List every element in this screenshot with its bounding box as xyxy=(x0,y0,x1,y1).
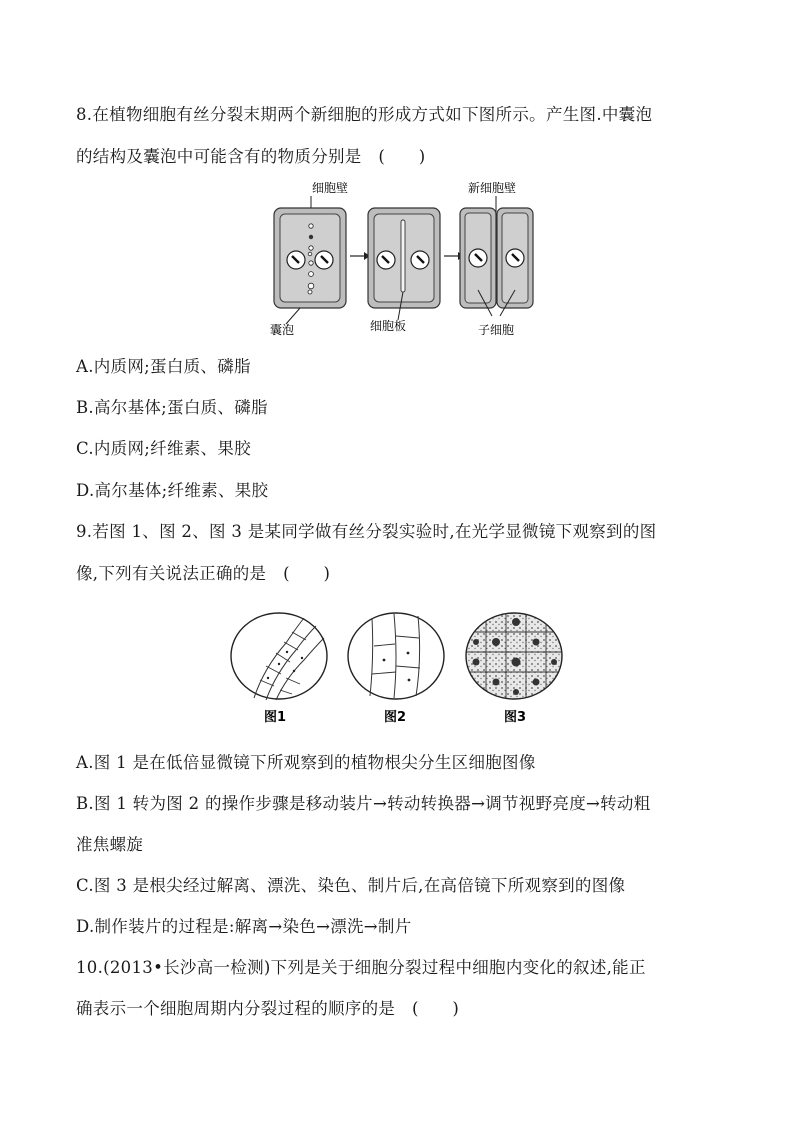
micrograph-2 xyxy=(348,613,444,699)
q9-option-b-line1: B.图 1 转为图 2 的操作步骤是移动装片→转动转换器→调节视野亮度→转动粗 xyxy=(76,794,651,813)
q9-option-a: A.图 1 是在低倍显微镜下所观察到的植物根尖分生区细胞图像 xyxy=(76,753,536,772)
q9-stem-line2: 像,下列有关说法正确的是 ( ) xyxy=(76,564,331,583)
q9-option-b-line2: 准焦螺旋 xyxy=(76,835,144,854)
cell-2 xyxy=(368,208,440,308)
label-cell-plate: 细胞板 xyxy=(370,319,407,333)
q8-cell-division-figure xyxy=(260,178,550,338)
q8-option-c: C.内质网;纤维素、果胶 xyxy=(76,439,251,458)
fig2-caption: 图2 xyxy=(384,710,407,725)
label-new-cell-wall: 新细胞壁 xyxy=(468,181,517,195)
q8-stem-line1: 8.在植物细胞有丝分裂末期两个新细胞的形成方式如下图所示。产生图.中囊泡 xyxy=(76,105,653,124)
q9-stem-line1: 9.若图 1、图 2、图 3 是某同学做有丝分裂实验时,在光学显微镜下观察到的图 xyxy=(76,522,657,541)
q9-micrograph-figure xyxy=(224,608,576,726)
cell-3-daughter-cells xyxy=(460,208,533,308)
cell-1 xyxy=(274,208,346,308)
q9-option-c: C.图 3 是根尖经过解离、漂洗、染色、制片后,在高倍镜下所观察到的图像 xyxy=(76,876,626,895)
q10-stem-line2: 确表示一个细胞周期内分裂过程的顺序的是 ( ) xyxy=(76,999,460,1018)
q8-option-d: D.高尔基体;纤维素、果胶 xyxy=(76,481,269,500)
q8-stem-line2: 的结构及囊泡中可能含有的物质分别是 ( ) xyxy=(76,147,426,166)
fig1-caption: 图1 xyxy=(264,710,287,725)
micrograph-3 xyxy=(466,608,562,708)
micrograph-1 xyxy=(231,613,327,700)
label-vesicle: 囊泡 xyxy=(270,323,295,337)
q8-option-a: A.内质网;蛋白质、磷脂 xyxy=(76,357,251,376)
q8-option-b: B.高尔基体;蛋白质、磷脂 xyxy=(76,398,268,417)
label-daughter-cells: 子细胞 xyxy=(478,323,515,337)
label-cell-wall: 细胞壁 xyxy=(312,181,349,195)
q9-option-d: D.制作装片的过程是:解离→染色→漂洗→制片 xyxy=(76,917,412,936)
q10-stem-line1: 10.(2013•长沙高一检测)下列是关于细胞分裂过程中细胞内变化的叙述,能正 xyxy=(76,958,646,977)
fig3-caption: 图3 xyxy=(504,710,527,725)
